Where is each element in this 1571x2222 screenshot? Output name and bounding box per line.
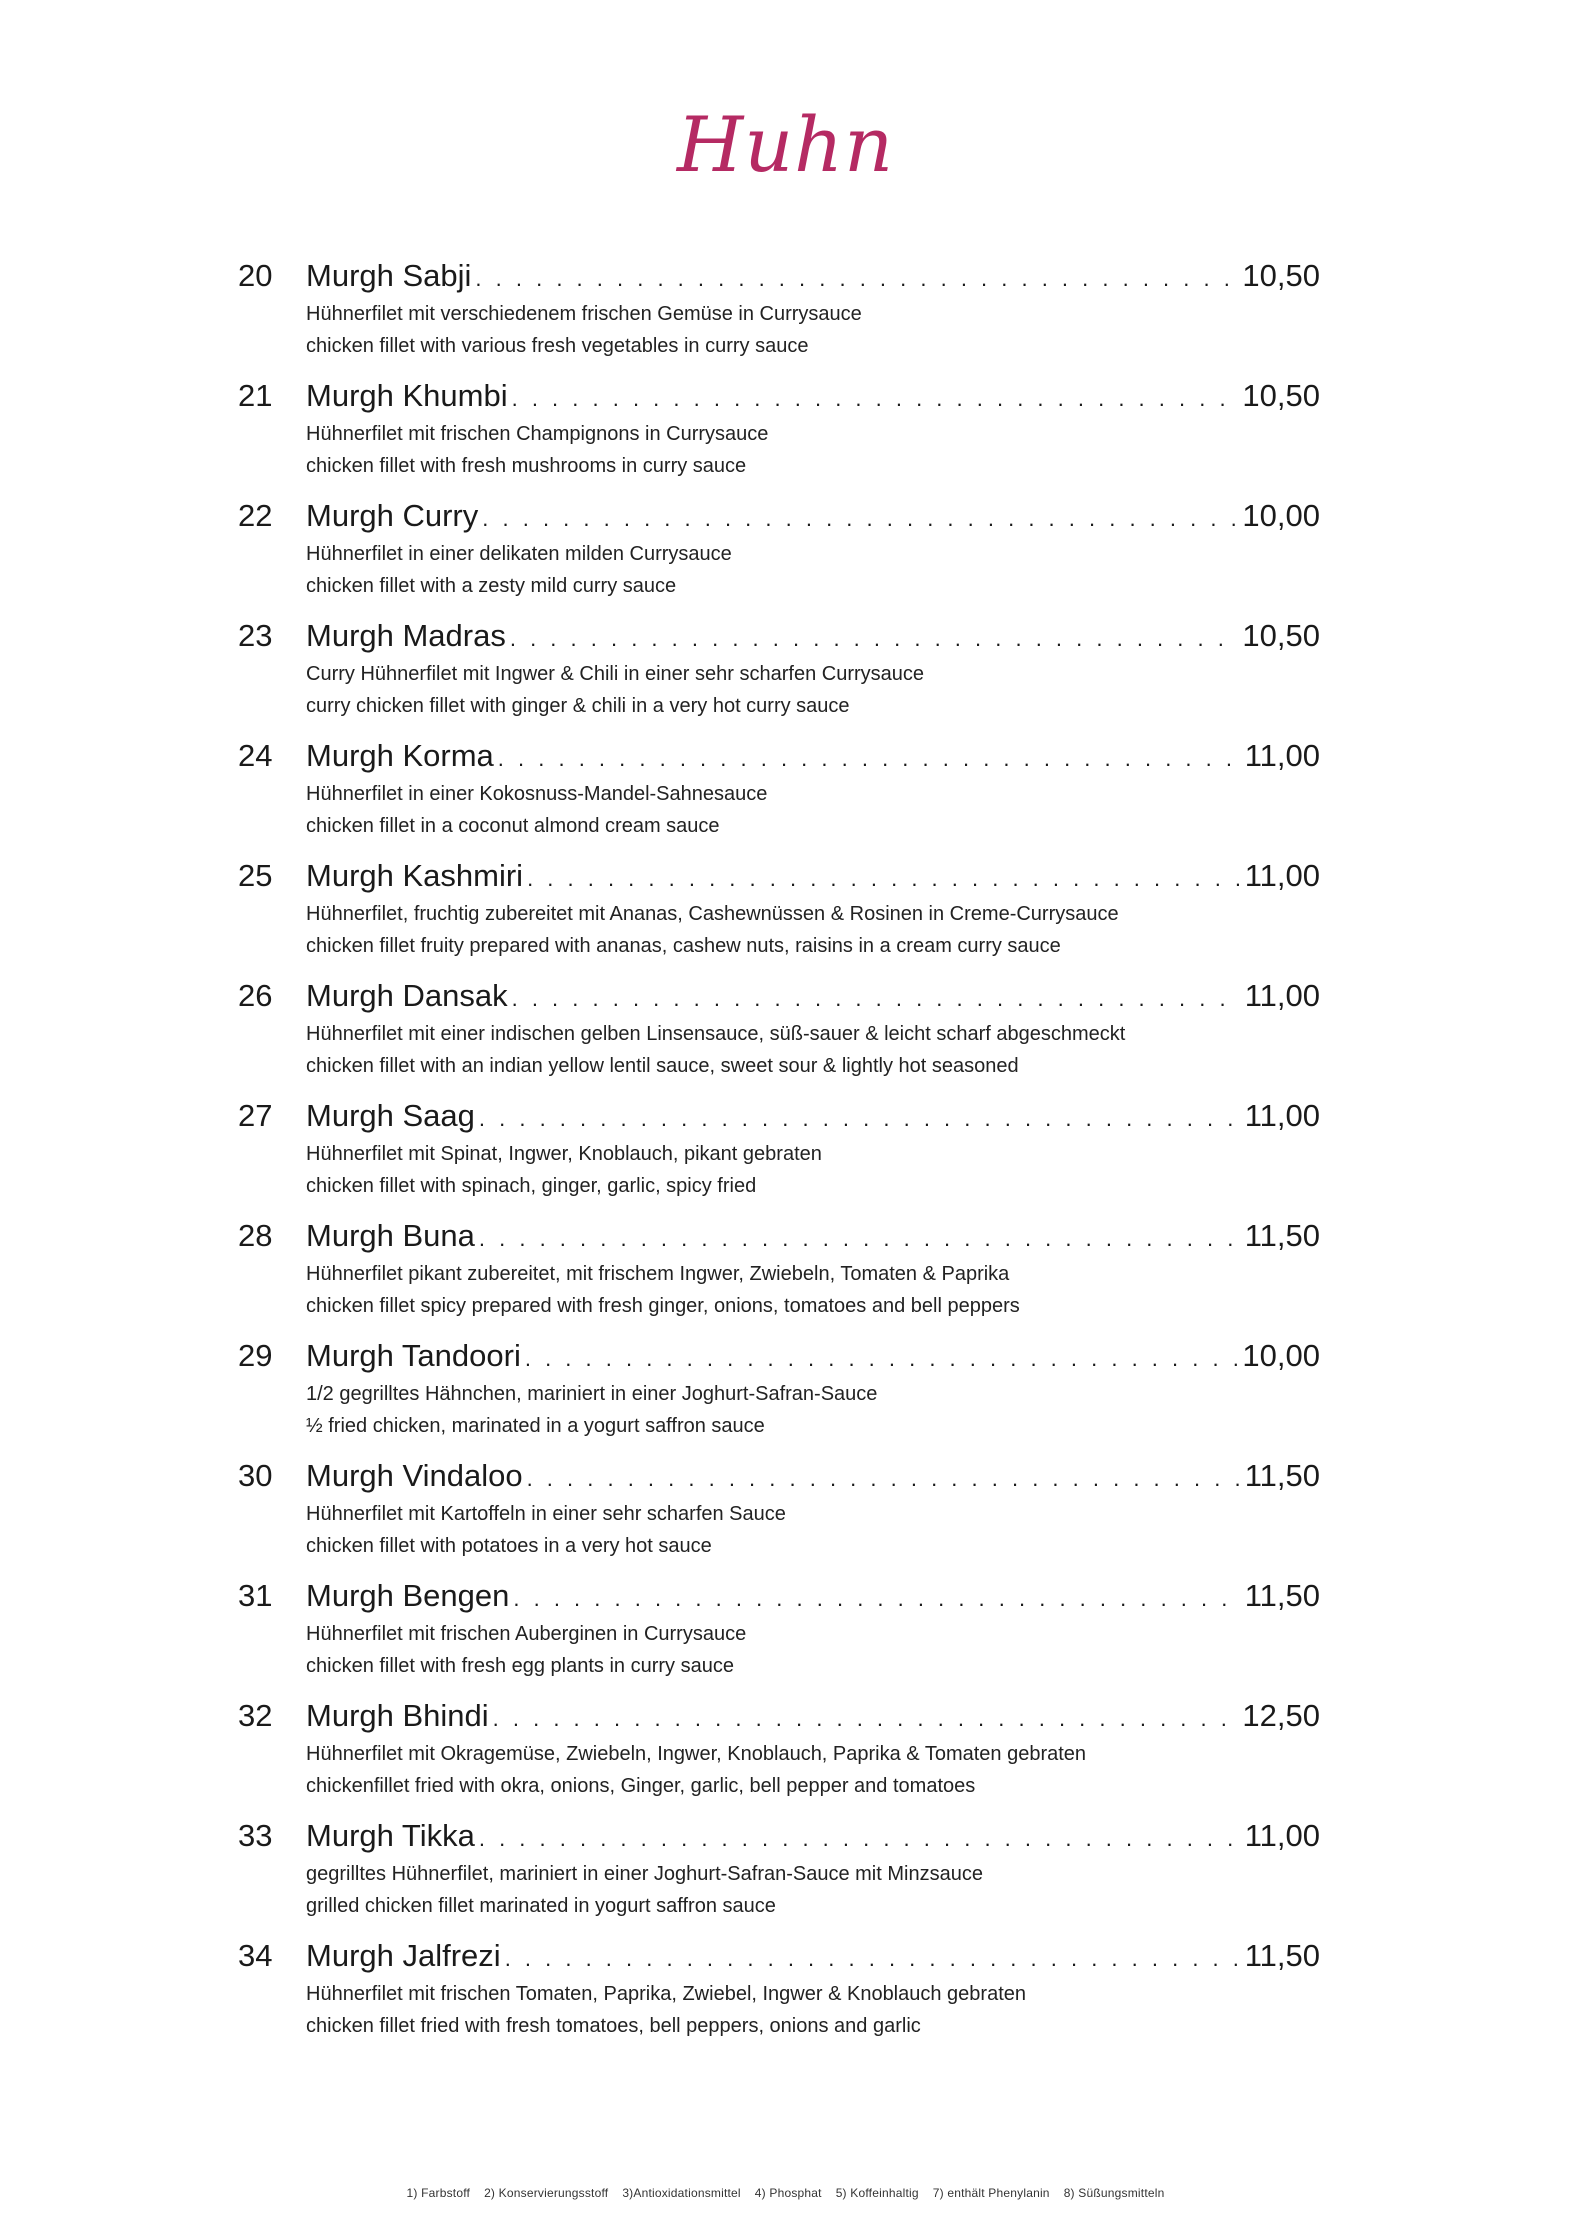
item-description-de: Hühnerfilet mit einer indischen gelben Linsensauce, süß-sauer & leicht scharf abgeschmeckt (306, 1023, 1126, 1045)
item-description-en: chicken fillet with a zesty mild curry sauce (306, 575, 677, 597)
item-description-de: Hühnerfilet pikant zubereitet, mit frischem Ingwer, Zwiebeln, Tomaten & Paprika (306, 1263, 1010, 1285)
item-row (306, 1576, 1320, 1616)
item-row (306, 1816, 1320, 1856)
item-description-en: chicken fillet spicy prepared with fresh ginger, onions, tomatoes and bell peppers (306, 1295, 1020, 1317)
dot-leader (512, 979, 1241, 1016)
item-description-de: Hühnerfilet, fruchtig zubereitet mit Ananas, Cashewnüssen & Rosinen in Creme-Currysauce (306, 903, 1119, 925)
dot-leader (498, 739, 1241, 776)
item-description-de: Hühnerfilet mit verschiedenem frischen Gemüse in Currysauce (306, 303, 862, 325)
menu-item (238, 1576, 1320, 1696)
item-number: 33 (238, 1818, 273, 1853)
item-name: Murgh Madras (306, 618, 506, 653)
item-description-en: chicken fillet with potatoes in a very hot sauce (306, 1535, 712, 1557)
item-name: Murgh Buna (306, 1218, 475, 1253)
item-name: Murgh Saag (306, 1098, 475, 1133)
dot-leader (493, 1699, 1239, 1736)
menu-item (238, 1096, 1320, 1216)
item-description-de: gegrilltes Hühnerfilet, mariniert in einer Joghurt-Safran-Sauce mit Minzsauce (306, 1863, 983, 1885)
item-price: 10,00 (1242, 1338, 1320, 1373)
menu-item (238, 856, 1320, 976)
item-price: 12,50 (1242, 1698, 1320, 1733)
menu-item (238, 616, 1320, 736)
item-price: 11,00 (1244, 978, 1320, 1013)
item-number: 25 (238, 858, 273, 893)
item-description-de: Hühnerfilet in einer Kokosnuss-Mandel-Sahnesauce (306, 783, 768, 805)
item-row (306, 1456, 1320, 1496)
allergen-footnotes (0, 2186, 1571, 2200)
menu-item (238, 376, 1320, 496)
item-name: Murgh Dansak (306, 978, 508, 1013)
item-name: Murgh Bengen (306, 1578, 510, 1613)
item-price: 11,50 (1244, 1938, 1320, 1973)
item-price: 11,00 (1244, 738, 1320, 773)
item-number: 28 (238, 1218, 273, 1253)
item-row (306, 1096, 1320, 1136)
item-price: 10,50 (1242, 258, 1320, 293)
item-number: 29 (238, 1338, 273, 1373)
dot-leader (475, 259, 1238, 296)
item-row (306, 256, 1320, 296)
item-description-en: chicken fillet fruity prepared with ananas, cashew nuts, raisins in a cream curry sauce (306, 935, 1061, 957)
footnote: 7) enthält Phenylanin (932, 2186, 1050, 2200)
footnote: 5) Koffeinhaltig (835, 2186, 919, 2200)
item-price: 11,00 (1244, 1818, 1320, 1853)
dot-leader (482, 499, 1238, 536)
item-price: 11,50 (1244, 1578, 1320, 1613)
item-number: 20 (238, 258, 273, 293)
item-description-en: chickenfillet fried with okra, onions, Ginger, garlic, bell pepper and tomatoes (306, 1775, 976, 1797)
item-price: 11,50 (1244, 1218, 1320, 1253)
item-row (306, 496, 1320, 536)
item-price: 11,00 (1244, 1098, 1320, 1133)
item-row (306, 1936, 1320, 1976)
item-row (306, 856, 1320, 896)
item-row (306, 1216, 1320, 1256)
item-description-de: Hühnerfilet mit Okragemüse, Zwiebeln, Ingwer, Knoblauch, Paprika & Tomaten gebraten (306, 1743, 1087, 1765)
item-number: 24 (238, 738, 273, 773)
item-price: 10,00 (1242, 498, 1320, 533)
item-name: Murgh Tandoori (306, 1338, 521, 1373)
item-price: 11,50 (1244, 1458, 1320, 1493)
item-price: 10,50 (1242, 378, 1320, 413)
footnote: 3)Antioxidationsmittel (622, 2186, 741, 2200)
item-name: Murgh Sabji (306, 258, 472, 293)
item-row (306, 736, 1320, 776)
menu-item (238, 1336, 1320, 1456)
item-description-en: chicken fillet fried with fresh tomatoes, bell peppers, onions and garlic (306, 2015, 921, 2037)
dot-leader (505, 1939, 1241, 1976)
item-name: Murgh Kashmiri (306, 858, 524, 893)
item-description-en: chicken fillet with various fresh vegetables in curry sauce (306, 335, 809, 357)
footnote: 4) Phosphat (754, 2186, 822, 2200)
item-description-en: chicken fillet with spinach, ginger, garlic, spicy fried (306, 1175, 757, 1197)
menu-item (238, 736, 1320, 856)
item-number: 27 (238, 1098, 273, 1133)
item-row (306, 1696, 1320, 1736)
item-description-en: chicken fillet in a coconut almond cream sauce (306, 815, 720, 837)
item-number: 32 (238, 1698, 273, 1733)
item-description-en: grilled chicken fillet marinated in yogurt saffron sauce (306, 1895, 776, 1917)
item-description-de: Hühnerfilet mit frischen Champignons in Currysauce (306, 423, 769, 445)
menu-item (238, 256, 1320, 376)
menu-item (238, 1216, 1320, 1336)
item-description-de: Hühnerfilet mit Kartoffeln in einer sehr scharfen Sauce (306, 1503, 786, 1525)
menu-item (238, 1696, 1320, 1816)
dot-leader (479, 1819, 1241, 1856)
menu-list (238, 256, 1320, 2056)
item-name: Murgh Korma (306, 738, 494, 773)
item-description-de: Hühnerfilet mit frischen Auberginen in Currysauce (306, 1623, 747, 1645)
item-description-de: Hühnerfilet mit frischen Tomaten, Paprika, Zwiebel, Ingwer & Knoblauch gebraten (306, 1983, 1027, 2005)
item-description-en: curry chicken fillet with ginger & chili in a very hot curry sauce (306, 695, 850, 717)
item-number: 31 (238, 1578, 273, 1613)
item-name: Murgh Bhindi (306, 1698, 489, 1733)
dot-leader (527, 1459, 1241, 1496)
item-number: 23 (238, 618, 273, 653)
menu-item (238, 1456, 1320, 1576)
item-name: Murgh Tikka (306, 1818, 475, 1853)
item-number: 34 (238, 1938, 273, 1973)
item-row (306, 976, 1320, 1016)
item-row (306, 1336, 1320, 1376)
menu-item (238, 1936, 1320, 2056)
item-price: 11,00 (1244, 858, 1320, 893)
dot-leader (513, 1579, 1240, 1616)
page-title: Huhn (676, 100, 895, 189)
item-name: Murgh Jalfrezi (306, 1938, 501, 1973)
menu-item (238, 1816, 1320, 1936)
item-number: 21 (238, 378, 273, 413)
footnote: 2) Konservierungsstoff (484, 2186, 609, 2200)
item-description-de: Curry Hühnerfilet mit Ingwer & Chili in einer sehr scharfen Currysauce (306, 663, 925, 685)
item-description-en: ½ fried chicken, marinated in a yogurt saffron sauce (306, 1415, 765, 1437)
item-row (306, 376, 1320, 416)
item-description-en: chicken fillet with an indian yellow lentil sauce, sweet sour & lightly hot seasoned (306, 1055, 1019, 1077)
item-name: Murgh Curry (306, 498, 479, 533)
menu-item (238, 496, 1320, 616)
menu-item (238, 976, 1320, 1096)
item-number: 26 (238, 978, 273, 1013)
footnote: 8) Süßungsmitteln (1063, 2186, 1165, 2200)
dot-leader (525, 1339, 1239, 1376)
item-description-en: chicken fillet with fresh egg plants in curry sauce (306, 1655, 734, 1677)
item-description-de: 1/2 gegrilltes Hähnchen, mariniert in einer Joghurt-Safran-Sauce (306, 1383, 878, 1405)
item-number: 22 (238, 498, 273, 533)
dot-leader (512, 379, 1239, 416)
dot-leader (479, 1099, 1241, 1136)
item-description-en: chicken fillet with fresh mushrooms in curry sauce (306, 455, 747, 477)
item-row (306, 616, 1320, 656)
footnote: 1) Farbstoff (406, 2186, 471, 2200)
item-description-de: Hühnerfilet mit Spinat, Ingwer, Knoblauch, pikant gebraten (306, 1143, 822, 1165)
dot-leader (479, 1219, 1241, 1256)
dot-leader (527, 859, 1241, 896)
item-name: Murgh Vindaloo (306, 1458, 523, 1493)
item-name: Murgh Khumbi (306, 378, 508, 413)
dot-leader (510, 619, 1239, 656)
item-number: 30 (238, 1458, 273, 1493)
item-price: 10,50 (1242, 618, 1320, 653)
item-description-de: Hühnerfilet in einer delikaten milden Currysauce (306, 543, 732, 565)
